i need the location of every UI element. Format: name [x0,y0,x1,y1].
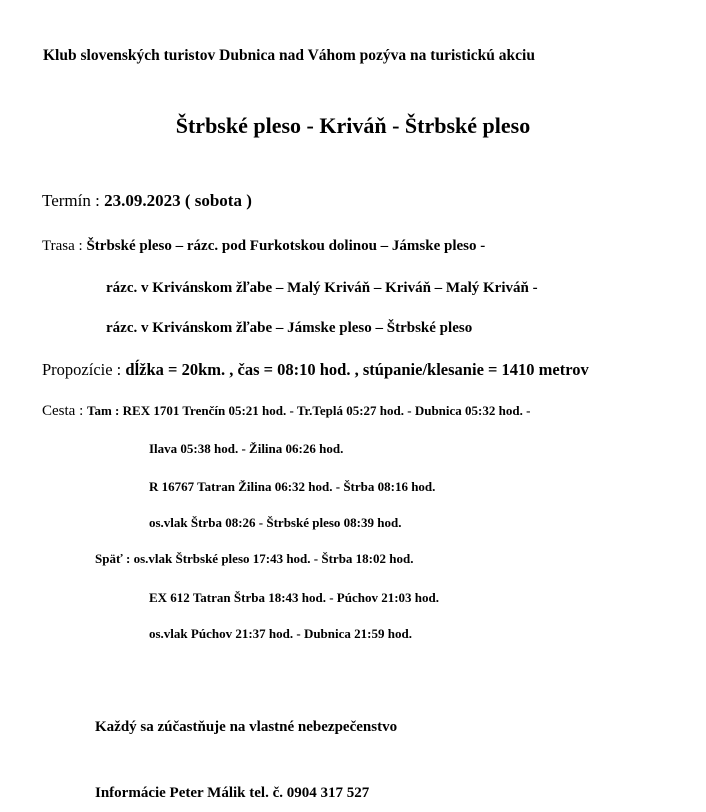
tam-line-3: R 16767 Tatran Žilina 06:32 hod. - Štrba 08:16 hod. [149,479,436,494]
tam-line-4: os.vlak Štrba 08:26 - Štrbské pleso 08:39 hod. [149,515,402,530]
spat-line-3: os.vlak Púchov 21:37 hod. - Dubnica 21:59 hod. [149,626,412,641]
termin-row [42,191,252,211]
contact-info: Informácie Peter Málik tel. č. 0904 317 527 [95,785,370,801]
propozicie-label: Propozície : [42,360,126,379]
organizer-invitation: Klub slovenských turistov Dubnica nad Váhom pozýva na turistickú akciu [43,47,535,64]
trasa-line-2: rázc. v Krivánskom žľabe – Malý Kriváň – Kriváň – Malý Kriváň - [106,280,538,296]
tam-label: Tam : [87,403,123,418]
tam-line-1: REX 1701 Trenčín 05:21 hod. - Tr.Teplá 05:27 hod. - Dubnica 05:32 hod. - [122,403,531,418]
risk-warning: Každý sa zúčastňuje na vlastné nebezpečenstvo [95,719,398,735]
event-title: Štrbské pleso - Kriváň - Štrbské pleso [175,113,531,138]
trasa-row [42,238,485,255]
spat-label: Späť : [95,551,134,566]
tam-line-2: Ilava 05:38 hod. - Žilina 06:26 hod. [149,441,344,456]
spat-line-1: os.vlak Štrbské pleso 17:43 hod. - Štrba 18:02 hod. [133,551,414,566]
cesta-row [42,403,530,420]
cesta-label: Cesta : [42,403,87,419]
trasa-label: Trasa : [42,238,87,254]
propozicie-row [42,360,589,380]
trasa-line-1: Štrbské pleso – rázc. pod Furkotskou dolinou – Jámske pleso - [86,238,486,254]
propozicie-value: dĺžka = 20km. , čas = 08:10 hod. , stúpanie/klesanie = 1410 metrov [125,360,589,379]
termin-value: 23.09.2023 ( sobota ) [104,191,252,210]
spat-line-2: EX 612 Tatran Štrba 18:43 hod. - Púchov 21:03 hod. [149,590,440,605]
spat-row [95,551,413,567]
termin-label: Termín : [42,191,105,210]
trasa-line-3: rázc. v Krivánskom žľabe – Jámske pleso – Štrbské pleso [106,320,473,336]
